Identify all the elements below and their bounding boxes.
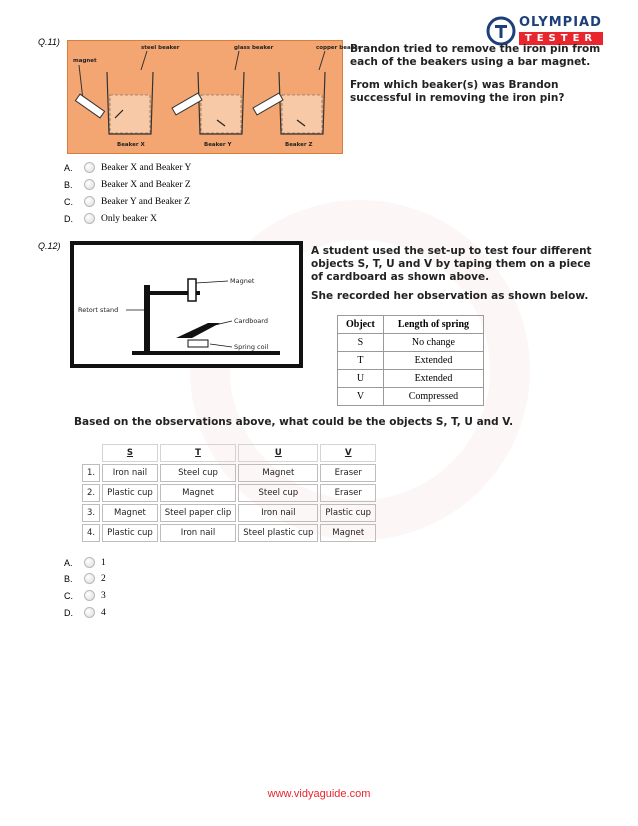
q12-text-1: A student used the set-up to test four different objects S, T, U and V by taping them on a piece of cardboard as shown above. bbox=[311, 245, 592, 283]
obs-cell: Extended bbox=[383, 352, 483, 370]
label-beaker-y: Beaker Y bbox=[204, 142, 232, 148]
label-beaker-x: Beaker X bbox=[117, 142, 145, 148]
q12-question: Based on the observations above, what could be the objects S, T, U and V. bbox=[74, 416, 514, 428]
choice-cell: Iron nail bbox=[160, 524, 236, 542]
choice-cell: Magnet bbox=[320, 524, 376, 542]
logo-icon bbox=[486, 16, 516, 46]
choice-header-u: U bbox=[238, 444, 318, 462]
obs-cell: V bbox=[338, 388, 384, 406]
radio-button[interactable] bbox=[84, 162, 95, 173]
obs-header-object: Object bbox=[338, 316, 384, 334]
option-text: Only beaker X bbox=[101, 213, 157, 224]
label-steel-beaker: steel beaker bbox=[141, 45, 180, 51]
label-beaker-z: Beaker Z bbox=[285, 142, 313, 148]
choice-row bbox=[82, 504, 376, 522]
question-12-number: Q.12) bbox=[38, 241, 61, 251]
obs-cell: S bbox=[338, 334, 384, 352]
radio-button[interactable] bbox=[84, 607, 95, 618]
q12-option-a[interactable] bbox=[64, 557, 106, 568]
observation-table bbox=[337, 315, 484, 406]
choice-cell: Steel cup bbox=[160, 464, 236, 482]
q12-text-2: She recorded her observation as shown below. bbox=[311, 290, 589, 302]
obs-cell: Compressed bbox=[383, 388, 483, 406]
choice-table bbox=[80, 442, 378, 544]
choice-cell: Iron nail bbox=[102, 464, 158, 482]
choice-cell: Iron nail bbox=[238, 504, 318, 522]
choice-cell: Magnet bbox=[160, 484, 236, 502]
q11-option-a[interactable] bbox=[64, 162, 191, 173]
choice-cell: Plastic cup bbox=[102, 524, 158, 542]
q12-figure bbox=[70, 241, 303, 368]
choice-cell: 1. bbox=[82, 464, 100, 482]
choice-cell: 2. bbox=[82, 484, 100, 502]
obs-cell: T bbox=[338, 352, 384, 370]
option-letter: D. bbox=[64, 213, 73, 224]
option-letter: D. bbox=[64, 607, 73, 618]
option-letter: C. bbox=[64, 590, 73, 601]
q11-text-2: From which beaker(s) was Brandon successful in removing the iron pin? bbox=[350, 79, 565, 104]
choice-cell: Steel plastic cup bbox=[238, 524, 318, 542]
choice-cell: Eraser bbox=[320, 484, 376, 502]
label-magnet: magnet bbox=[73, 58, 97, 64]
option-letter: A. bbox=[64, 557, 73, 568]
choice-row bbox=[82, 464, 376, 482]
choice-header-s: S bbox=[102, 444, 158, 462]
radio-button[interactable] bbox=[84, 213, 95, 224]
radio-button[interactable] bbox=[84, 590, 95, 601]
choice-row bbox=[82, 524, 376, 542]
choice-header-t: T bbox=[160, 444, 236, 462]
option-text: Beaker X and Beaker Y bbox=[101, 162, 192, 173]
question-11-number: Q.11) bbox=[38, 37, 60, 47]
choice-cell: Magnet bbox=[102, 504, 158, 522]
label-spring-coil: Spring coil bbox=[234, 343, 269, 351]
radio-button[interactable] bbox=[84, 573, 95, 584]
footer-link[interactable]: www.vidyaguide.com bbox=[267, 788, 371, 800]
option-text: 4 bbox=[101, 607, 106, 618]
option-letter: B. bbox=[64, 573, 73, 584]
q11-text-1: Brandon tried to remove the iron pin from each of the beakers using a bar magnet. bbox=[350, 43, 601, 68]
q11-option-b[interactable] bbox=[64, 179, 191, 190]
choice-row bbox=[82, 484, 376, 502]
logo-line2: TESTER bbox=[519, 32, 603, 45]
label-magnet: Magnet bbox=[230, 277, 255, 285]
option-text: 2 bbox=[101, 573, 106, 584]
label-copper-beaker: copper beaker bbox=[316, 45, 361, 51]
label-cardboard: Cardboard bbox=[234, 317, 268, 325]
obs-cell: No change bbox=[383, 334, 483, 352]
option-text: Beaker Y and Beaker Z bbox=[101, 196, 190, 207]
choice-cell: 3. bbox=[82, 504, 100, 522]
q11-option-d[interactable] bbox=[64, 213, 157, 224]
choice-header-v: V bbox=[320, 444, 376, 462]
option-text: Beaker X and Beaker Z bbox=[101, 179, 191, 190]
q12-option-d[interactable] bbox=[64, 607, 106, 618]
obs-header-length: Length of spring bbox=[383, 316, 483, 334]
obs-cell: U bbox=[338, 370, 384, 388]
choice-header-blank bbox=[82, 444, 100, 462]
q12-option-c[interactable] bbox=[64, 590, 106, 601]
q12-option-b[interactable] bbox=[64, 573, 106, 584]
choice-cell: Steel paper clip bbox=[160, 504, 236, 522]
label-retort-stand: Retort stand bbox=[78, 306, 119, 314]
obs-cell: Extended bbox=[383, 370, 483, 388]
option-letter: A. bbox=[64, 162, 73, 173]
q11-option-c[interactable] bbox=[64, 196, 190, 207]
option-letter: B. bbox=[64, 179, 73, 190]
choice-cell: Steel cup bbox=[238, 484, 318, 502]
choice-cell: Plastic cup bbox=[102, 484, 158, 502]
option-text: 1 bbox=[101, 557, 106, 568]
radio-button[interactable] bbox=[84, 557, 95, 568]
choice-cell: 4. bbox=[82, 524, 100, 542]
q11-figure bbox=[67, 40, 361, 154]
label-glass-beaker: glass beaker bbox=[234, 45, 274, 51]
option-text: 3 bbox=[101, 590, 106, 601]
logo-line1: OLYMPIAD bbox=[519, 15, 602, 30]
radio-button[interactable] bbox=[84, 196, 95, 207]
choice-cell: Magnet bbox=[238, 464, 318, 482]
option-letter: C. bbox=[64, 196, 73, 207]
radio-button[interactable] bbox=[84, 179, 95, 190]
choice-cell: Plastic cup bbox=[320, 504, 376, 522]
choice-cell: Eraser bbox=[320, 464, 376, 482]
